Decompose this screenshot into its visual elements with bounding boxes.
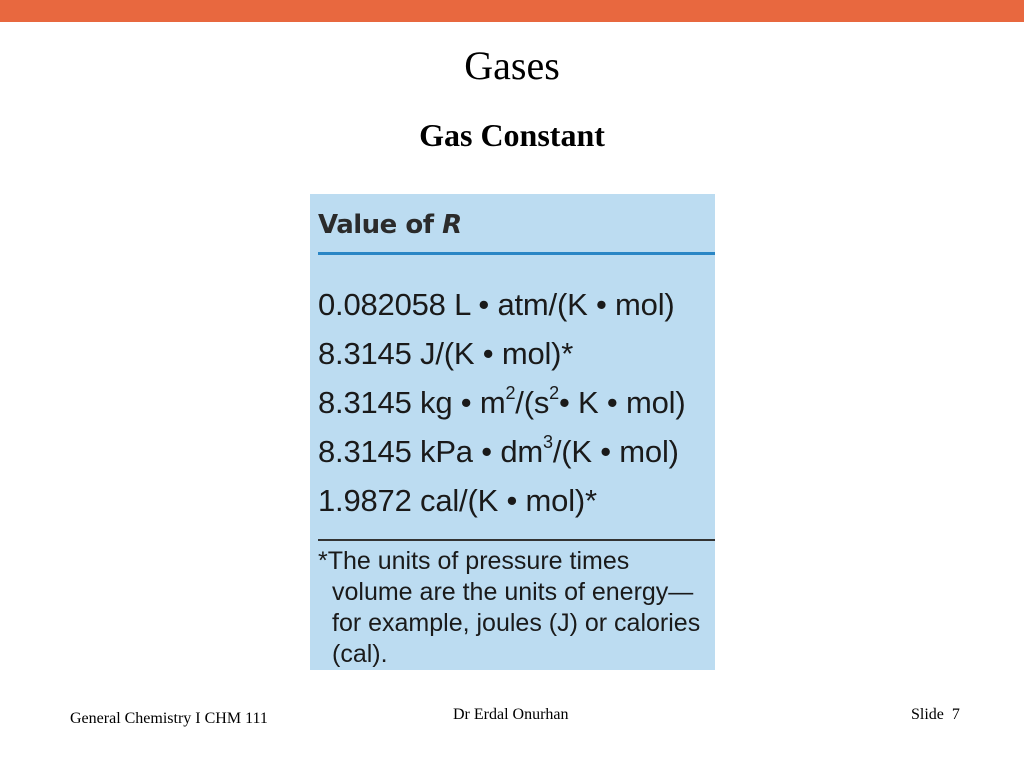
footer-slide-number: Slide 7 [911, 706, 960, 723]
table-bottom-rule [318, 539, 715, 541]
row-exponent: 2 [505, 383, 516, 403]
footnote-line: volume are the units of energy— [332, 578, 694, 606]
table-row [318, 280, 685, 329]
table-rows [318, 280, 685, 525]
slide-title: Gases [464, 43, 560, 88]
row-value: 8.3145 J/(K • mol)* [318, 336, 574, 371]
table-footnote [318, 546, 715, 670]
table-header [318, 210, 462, 240]
row-value: /(s [515, 385, 550, 420]
footer-author: Dr Erdal Onurhan [453, 706, 569, 723]
gas-constant-table [310, 194, 715, 670]
row-value: 1.9872 cal/(K • mol)* [318, 483, 597, 518]
table-row [318, 476, 685, 525]
row-value: 8.3145 kPa • dm [318, 434, 543, 469]
row-exponent: 3 [543, 432, 553, 452]
table-header-symbol: R [442, 210, 462, 240]
table-row [318, 427, 685, 476]
table-header-prefix: Value of [318, 210, 434, 240]
footnote-line: (cal). [332, 640, 388, 668]
table-row [318, 378, 685, 427]
footer-course: General Chemistry I CHM 111 [70, 710, 268, 727]
footnote-line: for example, joules (J) or calories [332, 609, 701, 637]
row-exponent: 2 [549, 383, 559, 403]
slide-subtitle: Gas Constant [419, 117, 605, 153]
table-row [318, 329, 685, 378]
table-top-rule [318, 252, 715, 255]
row-value: 8.3145 kg • m [318, 385, 506, 420]
top-accent-bar [0, 0, 1024, 22]
row-value: /(K • mol) [552, 434, 679, 469]
footnote-line: *The units of pressure times [318, 547, 630, 575]
row-value: • K • mol) [558, 385, 686, 420]
row-value: 0.082058 L • atm/(K • mol) [318, 287, 675, 322]
